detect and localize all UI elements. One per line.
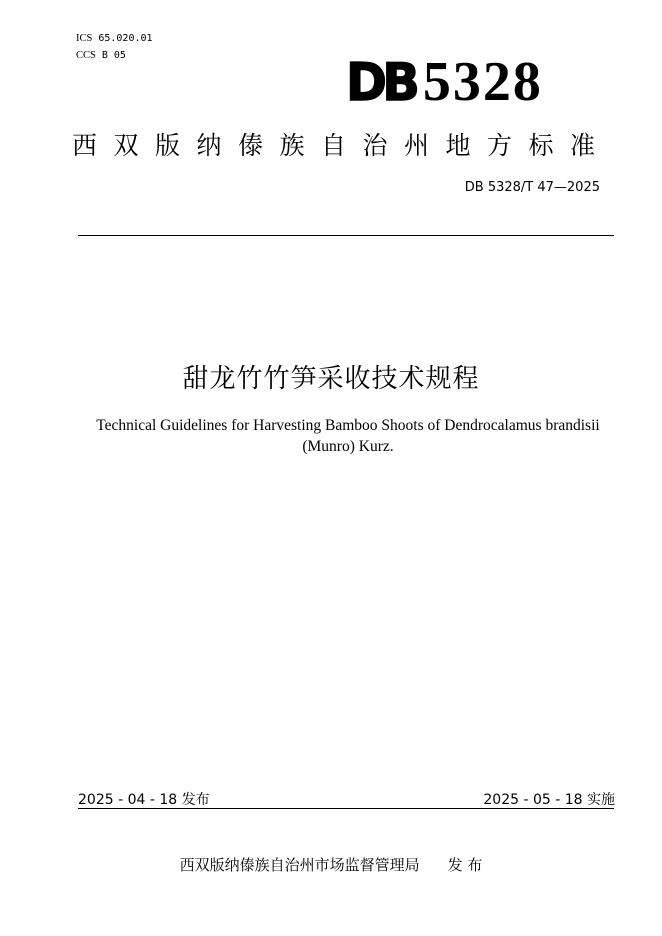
top-divider <box>78 235 614 236</box>
ccs-label: CCS <box>76 50 96 61</box>
ics-label: ICS <box>76 33 93 44</box>
standard-code: DB 5328/T 47—2025 <box>464 180 600 195</box>
db-logo-letters: DB <box>346 53 416 113</box>
bottom-divider <box>78 808 614 809</box>
db-logo-number: 5328 <box>422 51 543 113</box>
ccs-value: B 05 <box>101 50 126 61</box>
english-title-line-2: (Munro) Kurz. <box>302 438 394 455</box>
ccs-code <box>76 49 126 63</box>
issuing-authority <box>0 854 662 875</box>
document-title-english <box>78 415 618 457</box>
ics-value: 65.020.01 <box>98 33 153 44</box>
issuing-organization: 西双版纳傣族自治州市场监督管理局 <box>179 856 420 874</box>
publish-date: 2025 - 04 - 18 发布 <box>78 792 210 808</box>
document-title-chinese: 甜龙竹竹笋采收技术规程 <box>182 364 480 394</box>
issuer-title: 西双版纳傣族自治州地方标准 <box>72 131 612 160</box>
implementation-date: 2025 - 05 - 18 实施 <box>483 792 615 808</box>
ics-code <box>76 32 153 46</box>
db-standard-logo <box>346 51 576 113</box>
issue-action: 发 布 <box>447 856 483 874</box>
english-title-line-1: Technical Guidelines for Harvesting Bamboo Shoots of Dendrocalamus brandisii <box>96 417 600 434</box>
